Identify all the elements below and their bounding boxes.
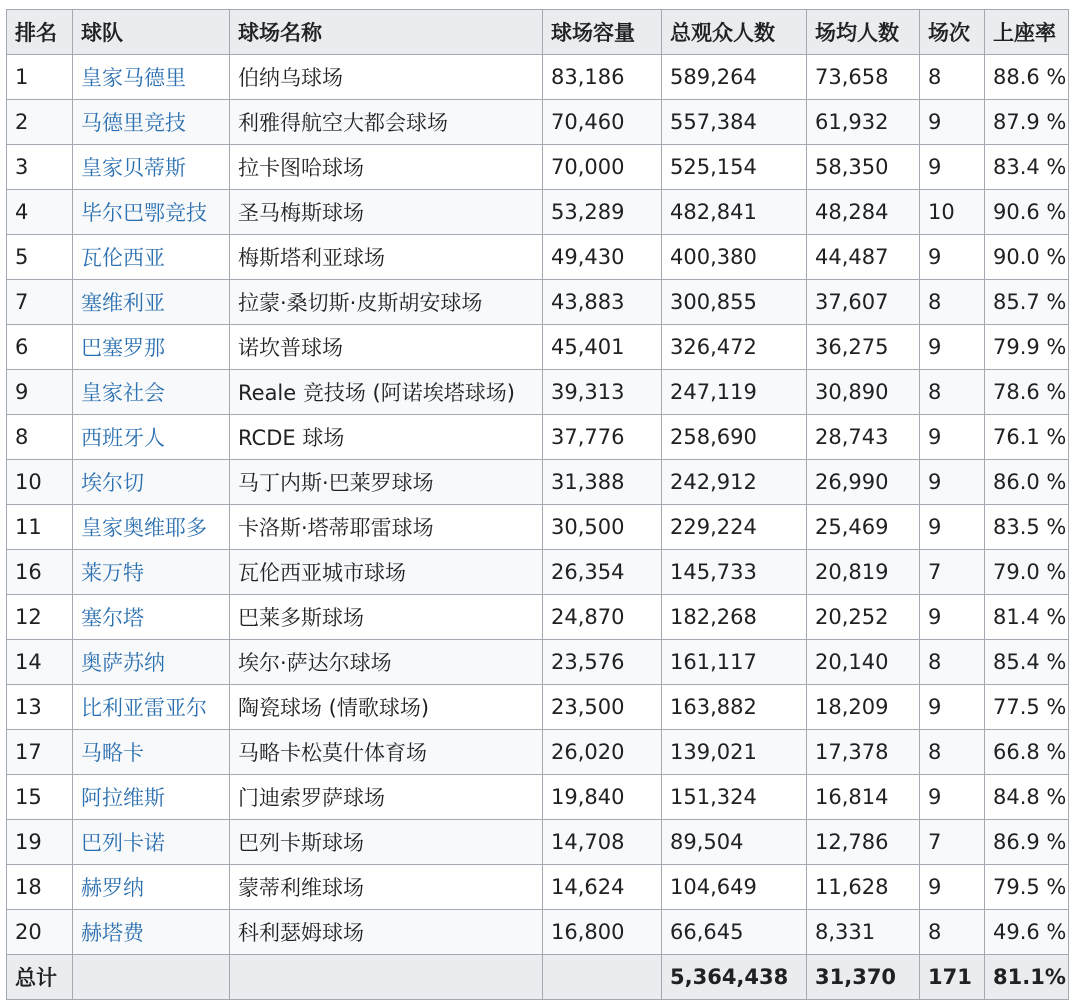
cell-capacity: 24,870 [543,595,662,640]
cell-games: 9 [920,865,985,910]
cell-average-attendance: 16,814 [807,775,920,820]
team-link[interactable]: 阿拉维斯 [73,775,230,820]
cell-rank: 10 [7,460,73,505]
cell-total-attendance: 89,504 [662,820,807,865]
cell-games: 9 [920,685,985,730]
cell-games: 8 [920,910,985,955]
table-row [7,145,1069,190]
cell-stadium: 梅斯塔利亚球场 [230,235,543,280]
table-row [7,55,1069,100]
team-link[interactable]: 埃尔切 [73,460,230,505]
table-row [7,910,1069,955]
cell-games: 8 [920,730,985,775]
totals-games: 171 [920,955,985,1000]
cell-stadium: Reale 竞技场 (阿诺埃塔球场) [230,370,543,415]
team-link[interactable]: 皇家贝蒂斯 [73,145,230,190]
cell-capacity: 70,000 [543,145,662,190]
cell-stadium: 陶瓷球场 (情歌球场) [230,685,543,730]
cell-occupancy: 81.4 % [985,595,1069,640]
table-row [7,685,1069,730]
table-body [7,55,1069,955]
cell-total-attendance: 145,733 [662,550,807,595]
cell-total-attendance: 300,855 [662,280,807,325]
cell-total-attendance: 525,154 [662,145,807,190]
cell-total-attendance: 247,119 [662,370,807,415]
cell-occupancy: 79.9 % [985,325,1069,370]
cell-occupancy: 85.4 % [985,640,1069,685]
header-rank[interactable]: 排名 [7,10,73,55]
team-link[interactable]: 毕尔巴鄂竞技 [73,190,230,235]
cell-average-attendance: 8,331 [807,910,920,955]
cell-rank: 13 [7,685,73,730]
cell-games: 8 [920,55,985,100]
cell-games: 8 [920,370,985,415]
cell-occupancy: 83.5 % [985,505,1069,550]
cell-average-attendance: 36,275 [807,325,920,370]
team-link[interactable]: 奥萨苏纳 [73,640,230,685]
cell-capacity: 83,186 [543,55,662,100]
cell-games: 9 [920,460,985,505]
team-link[interactable]: 比利亚雷亚尔 [73,685,230,730]
table-row [7,370,1069,415]
cell-stadium: 诺坎普球场 [230,325,543,370]
cell-stadium: 科利瑟姆球场 [230,910,543,955]
cell-rank: 18 [7,865,73,910]
totals-label: 总计 [7,955,73,1000]
table-row [7,865,1069,910]
cell-capacity: 14,708 [543,820,662,865]
cell-rank: 19 [7,820,73,865]
cell-occupancy: 90.6 % [985,190,1069,235]
cell-total-attendance: 400,380 [662,235,807,280]
team-link[interactable]: 塞尔塔 [73,595,230,640]
cell-games: 7 [920,550,985,595]
cell-occupancy: 90.0 % [985,235,1069,280]
cell-games: 9 [920,235,985,280]
cell-rank: 12 [7,595,73,640]
team-link[interactable]: 巴塞罗那 [73,325,230,370]
cell-games: 8 [920,640,985,685]
cell-occupancy: 83.4 % [985,145,1069,190]
header-capacity[interactable]: 球场容量 [543,10,662,55]
table-row [7,190,1069,235]
cell-capacity: 23,576 [543,640,662,685]
cell-games: 7 [920,820,985,865]
cell-average-attendance: 12,786 [807,820,920,865]
cell-average-attendance: 20,140 [807,640,920,685]
cell-average-attendance: 28,743 [807,415,920,460]
table-row [7,550,1069,595]
totals-empty-team [73,955,230,1000]
cell-average-attendance: 73,658 [807,55,920,100]
cell-stadium: 巴莱多斯球场 [230,595,543,640]
header-stadium[interactable]: 球场名称 [230,10,543,55]
team-link[interactable]: 皇家奥维耶多 [73,505,230,550]
cell-total-attendance: 139,021 [662,730,807,775]
team-link[interactable]: 皇家马德里 [73,55,230,100]
cell-rank: 9 [7,370,73,415]
cell-games: 9 [920,100,985,145]
totals-average-attendance: 31,370 [807,955,920,1000]
team-link[interactable]: 瓦伦西亚 [73,235,230,280]
table-row [7,505,1069,550]
table-row [7,730,1069,775]
cell-total-attendance: 589,264 [662,55,807,100]
cell-average-attendance: 11,628 [807,865,920,910]
cell-stadium: 埃尔·萨达尔球场 [230,640,543,685]
cell-total-attendance: 163,882 [662,685,807,730]
team-link[interactable]: 西班牙人 [73,415,230,460]
cell-stadium: 马略卡松莫什体育场 [230,730,543,775]
cell-capacity: 30,500 [543,505,662,550]
cell-average-attendance: 20,252 [807,595,920,640]
header-occupancy[interactable]: 上座率 [985,10,1069,55]
cell-total-attendance: 66,645 [662,910,807,955]
cell-total-attendance: 182,268 [662,595,807,640]
table-row [7,775,1069,820]
cell-rank: 7 [7,280,73,325]
totals-occupancy: 81.1% [985,955,1069,1000]
cell-stadium: 圣马梅斯球场 [230,190,543,235]
team-link[interactable]: 巴列卡诺 [73,820,230,865]
cell-capacity: 37,776 [543,415,662,460]
cell-capacity: 19,840 [543,775,662,820]
table-row [7,640,1069,685]
cell-average-attendance: 58,350 [807,145,920,190]
cell-average-attendance: 44,487 [807,235,920,280]
table-row [7,460,1069,505]
table-row [7,325,1069,370]
table-row [7,595,1069,640]
cell-capacity: 26,354 [543,550,662,595]
team-link[interactable]: 赫塔费 [73,910,230,955]
table-row [7,820,1069,865]
totals-empty-capacity [543,955,662,1000]
cell-rank: 17 [7,730,73,775]
cell-rank: 4 [7,190,73,235]
cell-stadium: 伯纳乌球场 [230,55,543,100]
cell-stadium: RCDE 球场 [230,415,543,460]
header-games[interactable]: 场次 [920,10,985,55]
cell-total-attendance: 104,649 [662,865,807,910]
cell-capacity: 39,313 [543,370,662,415]
cell-total-attendance: 482,841 [662,190,807,235]
cell-occupancy: 85.7 % [985,280,1069,325]
cell-capacity: 16,800 [543,910,662,955]
team-link[interactable]: 皇家社会 [73,370,230,415]
cell-total-attendance: 151,324 [662,775,807,820]
cell-total-attendance: 242,912 [662,460,807,505]
team-link[interactable]: 马德里竞技 [73,100,230,145]
cell-average-attendance: 17,378 [807,730,920,775]
cell-games: 9 [920,415,985,460]
cell-stadium: 巴列卡斯球场 [230,820,543,865]
attendance-table [6,9,1069,1000]
cell-total-attendance: 161,117 [662,640,807,685]
team-link[interactable]: 莱万特 [73,550,230,595]
cell-total-attendance: 258,690 [662,415,807,460]
cell-games: 9 [920,145,985,190]
cell-rank: 16 [7,550,73,595]
cell-stadium: 拉蒙·桑切斯·皮斯胡安球场 [230,280,543,325]
cell-rank: 5 [7,235,73,280]
cell-capacity: 70,460 [543,100,662,145]
cell-occupancy: 84.8 % [985,775,1069,820]
cell-average-attendance: 48,284 [807,190,920,235]
team-link[interactable]: 赫罗纳 [73,865,230,910]
cell-capacity: 45,401 [543,325,662,370]
table-row [7,235,1069,280]
cell-games: 8 [920,280,985,325]
cell-capacity: 23,500 [543,685,662,730]
cell-occupancy: 79.0 % [985,550,1069,595]
cell-occupancy: 79.5 % [985,865,1069,910]
cell-occupancy: 77.5 % [985,685,1069,730]
cell-occupancy: 87.9 % [985,100,1069,145]
cell-total-attendance: 229,224 [662,505,807,550]
cell-average-attendance: 18,209 [807,685,920,730]
cell-rank: 20 [7,910,73,955]
header-average-attendance[interactable]: 场均人数 [807,10,920,55]
totals-row [7,955,1069,1000]
cell-rank: 6 [7,325,73,370]
cell-stadium: 卡洛斯·塔蒂耶雷球场 [230,505,543,550]
cell-stadium: 门迪索罗萨球场 [230,775,543,820]
cell-occupancy: 76.1 % [985,415,1069,460]
cell-average-attendance: 37,607 [807,280,920,325]
cell-occupancy: 88.6 % [985,55,1069,100]
cell-occupancy: 86.9 % [985,820,1069,865]
cell-average-attendance: 20,819 [807,550,920,595]
cell-games: 9 [920,505,985,550]
cell-rank: 11 [7,505,73,550]
cell-occupancy: 78.6 % [985,370,1069,415]
cell-average-attendance: 25,469 [807,505,920,550]
cell-stadium: 瓦伦西亚城市球场 [230,550,543,595]
team-link[interactable]: 塞维利亚 [73,280,230,325]
cell-total-attendance: 326,472 [662,325,807,370]
totals-empty-stadium [230,955,543,1000]
cell-capacity: 14,624 [543,865,662,910]
cell-games: 10 [920,190,985,235]
cell-capacity: 31,388 [543,460,662,505]
cell-capacity: 53,289 [543,190,662,235]
cell-occupancy: 49.6 % [985,910,1069,955]
cell-stadium: 蒙蒂利维球场 [230,865,543,910]
cell-rank: 8 [7,415,73,460]
header-total-attendance[interactable]: 总观众人数 [662,10,807,55]
totals-total-attendance: 5,364,438 [662,955,807,1000]
cell-games: 9 [920,325,985,370]
table-row [7,415,1069,460]
cell-rank: 3 [7,145,73,190]
cell-total-attendance: 557,384 [662,100,807,145]
cell-average-attendance: 30,890 [807,370,920,415]
cell-average-attendance: 26,990 [807,460,920,505]
cell-rank: 15 [7,775,73,820]
cell-capacity: 26,020 [543,730,662,775]
cell-occupancy: 86.0 % [985,460,1069,505]
cell-rank: 1 [7,55,73,100]
header-row [7,10,1069,55]
cell-rank: 2 [7,100,73,145]
cell-average-attendance: 61,932 [807,100,920,145]
cell-stadium: 利雅得航空大都会球场 [230,100,543,145]
table-row [7,280,1069,325]
cell-capacity: 43,883 [543,280,662,325]
cell-occupancy: 66.8 % [985,730,1069,775]
team-link[interactable]: 马略卡 [73,730,230,775]
table-row [7,100,1069,145]
cell-games: 9 [920,595,985,640]
cell-games: 9 [920,775,985,820]
cell-rank: 14 [7,640,73,685]
cell-stadium: 马丁内斯·巴莱罗球场 [230,460,543,505]
cell-stadium: 拉卡图哈球场 [230,145,543,190]
cell-capacity: 49,430 [543,235,662,280]
header-team[interactable]: 球队 [73,10,230,55]
